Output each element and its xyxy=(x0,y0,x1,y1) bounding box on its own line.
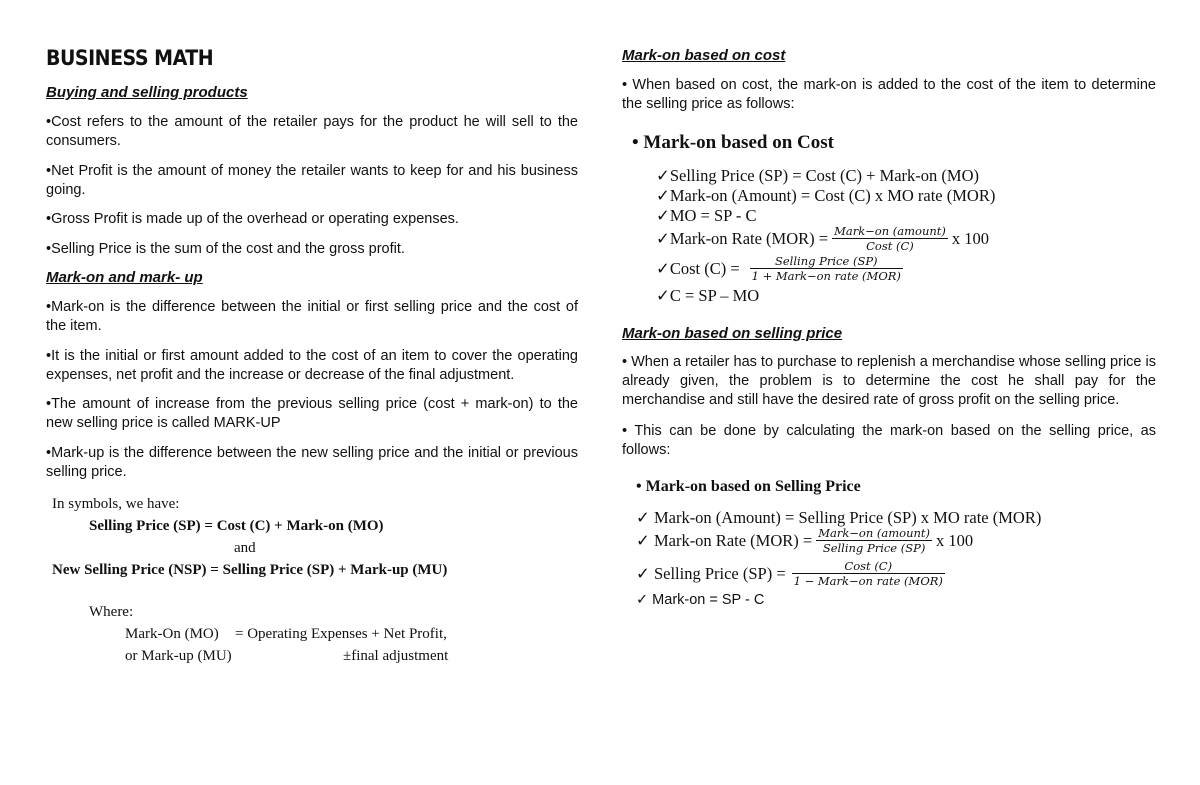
symbols-where: Where: xyxy=(89,604,134,620)
symbols-intro: In symbols, we have: xyxy=(52,496,180,512)
sp-mor-label: ✓ Mark-on Rate (MOR) = xyxy=(636,530,813,550)
sp-formula-line-3 xyxy=(636,559,949,588)
para-markup-definition: •Mark-up is the difference between the new selling price and the initial or previous selling price. xyxy=(46,445,578,480)
sp-sp-label: ✓ Selling Price (SP) = xyxy=(636,563,786,583)
sp-mor-fraction xyxy=(816,526,932,555)
cost-formula-line-1: ✓Selling Price (SP) = Cost (C) + Mark-on (MO) xyxy=(656,166,979,185)
cost-mor-times: x 100 xyxy=(951,228,989,248)
page-title: BUSINESS MATH xyxy=(46,46,214,71)
para-markon-definition: •Mark-on is the difference between the initial or first selling price and the cost of the item. xyxy=(46,299,578,334)
cost-formula-line-2: ✓Mark-on (Amount) = Cost (C) x MO rate (MOR) xyxy=(656,186,996,205)
selling-price-formula-box xyxy=(622,476,1156,616)
para-initial-amount: •It is the initial or first amount added to the cost of an item to cover the operating expenses, net profit and the increase or decrease of the final adjustment. xyxy=(46,348,578,383)
sp-sp-denominator: 1 − Mark−on rate (MOR) xyxy=(793,574,943,588)
sp-mor-denominator: Selling Price (SP) xyxy=(822,541,926,555)
heading-markon-cost: Mark-on based on cost xyxy=(622,47,786,64)
para-markup-increase: •The amount of increase from the previous selling price (cost + mark-on) to the new selling price is called MARK-UP xyxy=(46,396,578,431)
sp-formula-heading: • Mark-on based on Selling Price xyxy=(636,478,861,495)
symbols-and: and xyxy=(234,540,256,556)
heading-markon-markup: Mark-on and mark- up xyxy=(46,269,203,286)
symbols-where-markon-def: = Operating Expenses + Net Profit, xyxy=(235,626,447,642)
cost-c-fraction xyxy=(750,254,903,283)
para-retailer-replenish: • When a retailer has to purchase to replenish a merchandise whose selling price is already given, the problem is to determine the cost he shall pay for the merchandise and still have the desired rate of gross profit on the selling price. xyxy=(622,354,1156,408)
cost-c-label: ✓Cost (C) = xyxy=(656,258,740,278)
sp-sp-fraction xyxy=(792,559,945,588)
para-based-on-cost: • When based on cost, the mark-on is added to the cost of the item to determine the selling price as follows: xyxy=(622,77,1156,112)
para-net-profit: •Net Profit is the amount of money the retailer wants to keep for and his business going. xyxy=(46,163,578,198)
cost-mor-label: ✓Mark-on Rate (MOR) = xyxy=(656,228,829,248)
sp-sp-numerator: Cost (C) xyxy=(844,559,893,573)
symbols-equation-1: Selling Price (SP) = Cost (C) + Mark-on (MO) xyxy=(89,518,384,534)
cost-c-numerator: Selling Price (SP) xyxy=(775,254,878,268)
heading-markon-selling-price: Mark-on based on selling price xyxy=(622,325,843,342)
para-gross-profit: •Gross Profit is made up of the overhead or operating expenses. xyxy=(46,211,459,227)
symbols-equation-2: New Selling Price (NSP) = Selling Price (SP) + Mark-up (MU) xyxy=(52,562,448,578)
heading-buying-selling: Buying and selling products xyxy=(46,84,248,101)
sp-formula-line-1: ✓ Mark-on (Amount) = Selling Price (SP) x MO rate (MOR) xyxy=(636,508,1042,527)
sp-mor-numerator: Mark−on (amount) xyxy=(818,526,930,540)
cost-formula-line-4 xyxy=(656,224,989,253)
symbols-where-markon: Mark-On (MO) xyxy=(125,626,219,642)
sp-formula-line-4: ✓ Mark-on = SP - C xyxy=(636,592,765,608)
cost-formula-line-6: ✓C = SP – MO xyxy=(656,286,760,305)
para-selling-price: •Selling Price is the sum of the cost and the gross profit. xyxy=(46,241,405,257)
para-calculating-markon: • This can be done by calculating the mark-on based on the selling price, as follows: xyxy=(622,423,1156,458)
cost-formula-heading: • Mark-on based on Cost xyxy=(632,132,834,153)
symbols-where-markup-def: ±final adjustment xyxy=(343,648,449,664)
cost-formula-box xyxy=(622,128,1156,308)
cost-formula-line-5 xyxy=(656,254,907,283)
symbols-where-markup: or Mark-up (MU) xyxy=(125,648,232,664)
cost-mor-denominator: Cost (C) xyxy=(866,239,914,253)
cost-mor-numerator: Mark−on (amount) xyxy=(834,224,946,238)
cost-c-denominator: 1 + Mark−on rate (MOR) xyxy=(751,269,901,283)
para-cost: •Cost refers to the amount of the retailer pays for the product he will sell to the consumers. xyxy=(46,114,578,149)
cost-formula-line-3: ✓MO = SP - C xyxy=(656,206,757,225)
sp-mor-times: x 100 xyxy=(936,530,974,550)
cost-mor-fraction xyxy=(832,224,948,253)
sp-formula-line-2 xyxy=(636,526,973,555)
symbols-box xyxy=(46,496,578,676)
